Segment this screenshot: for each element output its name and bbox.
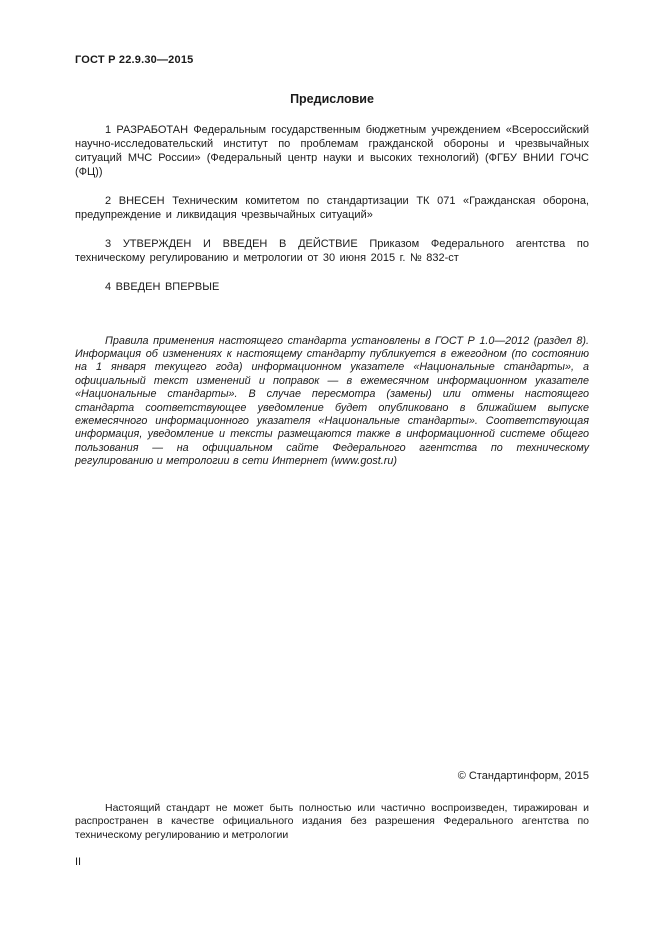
page-number: II	[75, 856, 82, 868]
reproduction-restriction-note: Настоящий стандарт не может быть полностью или частично воспроизведен, тиражирован и распространен в качестве официального издания без разрешения Федерального агентства по техническому регулированию и метрологии	[75, 801, 589, 841]
standard-designation: ГОСТ Р 22.9.30—2015	[75, 54, 194, 66]
foreword-paragraph-1: 1 РАЗРАБОТАН Федеральным государственным бюджетным учреждением «Всероссийский научно-исследовательский институт по проблемам гражданской обороны и чрезвычайных ситуаций МЧС России» (Федеральный центр науки и высоких технологий) (ФГБУ ВНИИ ГОЧС (ФЦ))	[75, 124, 589, 178]
foreword-paragraph-4: 4 ВВЕДЕН ВПЕРВЫЕ	[105, 280, 220, 293]
page-footer	[75, 770, 589, 868]
foreword-paragraph-3: 3 УТВЕРЖДЕН И ВВЕДЕН В ДЕЙСТВИЕ Приказом Федерального агентства по техническому регулированию и метрологии от 30 июня 2015 г. № 832-ст	[75, 237, 589, 264]
page-title: Предисловие	[290, 92, 374, 106]
application-rules-note: Правила применения настоящего стандарта установлены в ГОСТ Р 1.0—2012 (раздел 8). Информация об изменениях к настоящему стандарту публикуется в ежегодном (по состоянию на 1 января текущего года) информационном указателе «Национальные стандарты», а официальный текст изменений и поправок — в ежемесячном информационном указателе «Национальные стандарты». В случае пересмотра (замены) или отмены настоящего стандарта соответствующее уведомление будет опубликовано в ближайшем выпуске ежемесячного информационного указателя «Национальные стандарты». Соответствующая информация, уведомление и тексты размещаются также в информационной системе общего пользования — на официальном сайте Федерального агентства по техническому регулированию и метрологии в сети Интернет (www.gost.ru)	[75, 334, 589, 468]
foreword-paragraph-2: 2 ВНЕСЕН Техническим комитетом по стандартизации ТК 071 «Гражданская оборона, предупреждение и ликвидация чрезвычайных ситуаций»	[75, 194, 589, 221]
copyright-notice: © Стандартинформ, 2015	[457, 769, 589, 782]
